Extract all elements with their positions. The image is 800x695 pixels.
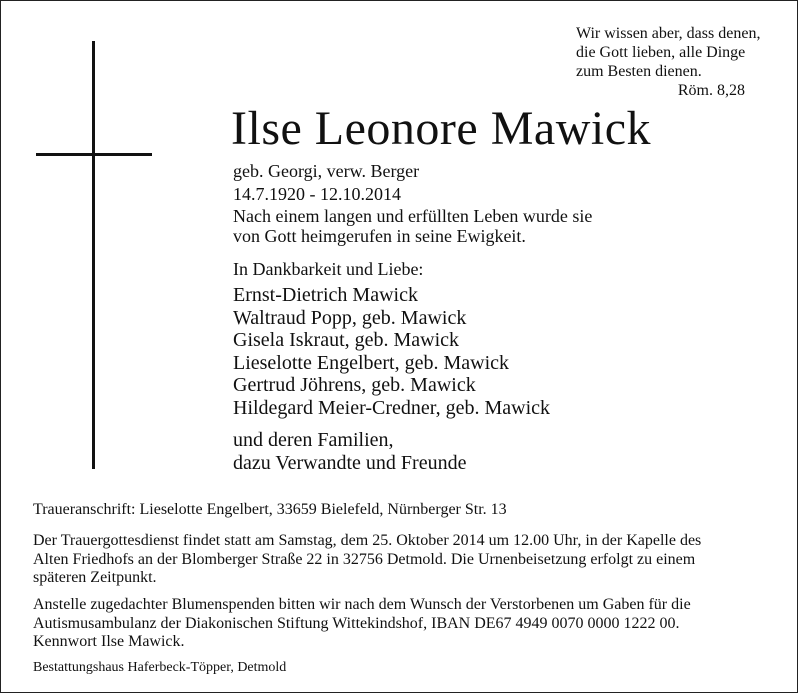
- donation-info: [33, 596, 773, 652]
- mourner-name: Gisela Iskraut, geb. Mawick: [233, 329, 460, 351]
- mourner-name: Hildegard Meier-Credner, geb. Mawick: [233, 396, 551, 419]
- mourner-name: Ernst-Dietrich Mawick: [233, 284, 418, 306]
- mourner-name: Waltraud Popp, geb. Mawick: [233, 306, 467, 329]
- cross-icon: [92, 41, 95, 469]
- families-text: [233, 429, 466, 474]
- mourning-address: [33, 501, 773, 520]
- address-line: Traueranschrift: Lieselotte Engelbert, 33659 Bielefeld, Nürnberger Str. 13: [33, 501, 507, 518]
- families-line: dazu Verwandte und Freunde: [233, 451, 467, 474]
- funeral-home: Bestattungshaus Haferbeck-Töpper, Detmold: [33, 660, 287, 675]
- life-dates: 14.7.1920 - 12.10.2014: [233, 184, 401, 204]
- obituary-line: Nach einem langen und erfüllten Leben wurde sie: [233, 206, 593, 226]
- verse-line: Wir wissen aber, dass denen,: [576, 25, 761, 42]
- donation-line: Autismusambulanz der Diakonischen Stiftung Wittekindshof, IBAN DE67 4949 0070 0000 1222 00.: [33, 614, 680, 632]
- deceased-name: Ilse Leonore Mawick: [231, 102, 652, 155]
- service-line: späteren Zeitpunkt.: [33, 569, 157, 586]
- donation-line: Kennwort Ilse Mawick.: [33, 633, 185, 650]
- service-line: Alten Friedhofs an der Blomberger Straße 22 in 32756 Detmold. Die Urnenbeisetzung erfolgt zu einem: [33, 550, 696, 568]
- bible-verse: [576, 24, 776, 81]
- mourner-name: Gertrud Jöhrens, geb. Mawick: [233, 374, 476, 396]
- obituary-line: von Gott heimgerufen in seine Ewigkeit.: [233, 226, 526, 246]
- birth-names: geb. Georgi, verw. Berger: [233, 161, 420, 181]
- donation-line: Anstelle zugedachter Blumenspenden bitten wir nach dem Wunsch der Verstorbenen um Gaben für die: [33, 596, 691, 613]
- service-line: Der Trauergottesdienst findet statt am Samstag, dem 25. Oktober 2014 um 12.00 Uhr, in der Kapelle des: [33, 532, 702, 549]
- obituary-text: [233, 206, 592, 246]
- families-line: und deren Familien,: [233, 429, 394, 451]
- mourner-name: Lieselotte Engelbert, geb. Mawick: [233, 351, 510, 374]
- verse-line: die Gott lieben, alle Dinge: [576, 44, 746, 61]
- funeral-service-info: [33, 532, 773, 588]
- verse-reference: Röm. 8,28: [677, 82, 745, 99]
- mourners-list: [233, 284, 550, 419]
- cross-icon-bar: [36, 153, 152, 156]
- verse-line: zum Besten dienen.: [576, 63, 702, 80]
- gratitude-line: In Dankbarkeit und Liebe:: [233, 259, 424, 279]
